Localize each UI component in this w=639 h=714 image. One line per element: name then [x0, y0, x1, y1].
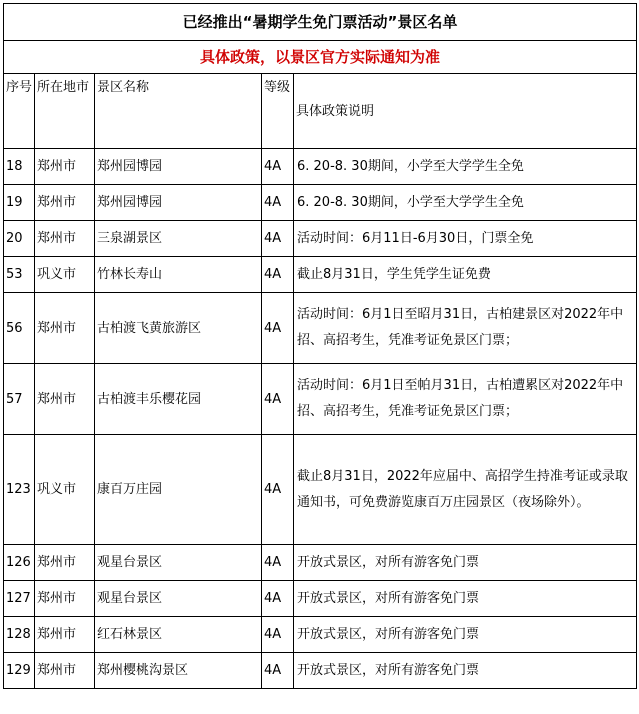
cell-grade: 4A: [262, 545, 294, 581]
cell-grade: 4A: [262, 364, 294, 435]
cell-name: 古柏渡飞黄旅游区: [95, 293, 262, 364]
cell-no: 18: [4, 149, 35, 185]
cell-grade: 4A: [262, 653, 294, 689]
table-row: [4, 221, 637, 257]
cell-name: 三泉湖景区: [95, 221, 262, 257]
table-row: [4, 653, 637, 689]
cell-no: 57: [4, 364, 35, 435]
cell-city: 巩义市: [35, 257, 95, 293]
table-row: [4, 257, 637, 293]
table-row: [4, 545, 637, 581]
cell-city: 郑州市: [35, 364, 95, 435]
cell-grade: 4A: [262, 435, 294, 545]
table-row: [4, 185, 637, 221]
cell-city: 郑州市: [35, 221, 95, 257]
cell-city: 巩义市: [35, 435, 95, 545]
table-row: [4, 149, 637, 185]
cell-no: 53: [4, 257, 35, 293]
cell-policy: 6. 20-8. 30期间，小学至大学学生全免: [294, 149, 637, 185]
cell-city: 郑州市: [35, 653, 95, 689]
cell-name: 竹林长寿山: [95, 257, 262, 293]
cell-name: 郑州樱桃沟景区: [95, 653, 262, 689]
cell-policy: 截止8月31日，学生凭学生证免费: [294, 257, 637, 293]
table-subtitle: 具体政策，以景区官方实际通知为准: [4, 41, 637, 74]
cell-name: 康百万庄园: [95, 435, 262, 545]
cell-policy: 截止8月31日，2022年应届中、高招学生持准考证或录取通知书，可免费游览康百万庄园景区（夜场除外）。: [294, 435, 637, 545]
cell-name: 观星台景区: [95, 581, 262, 617]
cell-no: 19: [4, 185, 35, 221]
cell-no: 128: [4, 617, 35, 653]
cell-grade: 4A: [262, 293, 294, 364]
cell-name: 郑州园博园: [95, 185, 262, 221]
cell-city: 郑州市: [35, 545, 95, 581]
title-row: [4, 4, 637, 41]
cell-policy: 活动时间：6月11日-6月30日，门票全免: [294, 221, 637, 257]
cell-policy: 活动时间：6月1日至昭月31日，古柏建景区对2022年中招、高招考生，凭准考证免景区门票；: [294, 293, 637, 364]
header-no: 序号: [4, 74, 35, 149]
cell-policy: 开放式景区，对所有游客免门票: [294, 581, 637, 617]
cell-grade: 4A: [262, 617, 294, 653]
subtitle-row: [4, 41, 637, 74]
cell-grade: 4A: [262, 185, 294, 221]
cell-policy: 开放式景区，对所有游客免门票: [294, 653, 637, 689]
header-grade: 等级: [262, 74, 294, 149]
cell-policy: 6. 20-8. 30期间，小学至大学学生全免: [294, 185, 637, 221]
cell-name: 红石林景区: [95, 617, 262, 653]
cell-city: 郑州市: [35, 293, 95, 364]
header-name: 景区名称: [95, 74, 262, 149]
cell-grade: 4A: [262, 257, 294, 293]
header-row: [4, 74, 637, 149]
cell-policy: 开放式景区，对所有游客免门票: [294, 545, 637, 581]
cell-no: 129: [4, 653, 35, 689]
table-row: [4, 435, 637, 545]
table-title: 已经推出“暑期学生免门票活动”景区名单: [4, 4, 637, 41]
header-policy: 具体政策说明: [294, 74, 637, 149]
cell-name: 观星台景区: [95, 545, 262, 581]
table-row: [4, 581, 637, 617]
cell-city: 郑州市: [35, 149, 95, 185]
header-city: 所在地市: [35, 74, 95, 149]
cell-name: 郑州园博园: [95, 149, 262, 185]
cell-no: 123: [4, 435, 35, 545]
cell-no: 56: [4, 293, 35, 364]
cell-policy: 开放式景区，对所有游客免门票: [294, 617, 637, 653]
cell-no: 127: [4, 581, 35, 617]
cell-name: 古柏渡丰乐樱花园: [95, 364, 262, 435]
table-row: [4, 617, 637, 653]
cell-grade: 4A: [262, 581, 294, 617]
cell-grade: 4A: [262, 149, 294, 185]
cell-no: 20: [4, 221, 35, 257]
cell-city: 郑州市: [35, 617, 95, 653]
table-row: [4, 364, 637, 435]
cell-grade: 4A: [262, 221, 294, 257]
cell-policy: 活动时间：6月1日至帕月31日，古柏遭累区对2022年中招、高招考生，凭准考证免景区门票；: [294, 364, 637, 435]
scenic-spot-table: [3, 3, 637, 689]
cell-no: 126: [4, 545, 35, 581]
cell-city: 郑州市: [35, 581, 95, 617]
cell-city: 郑州市: [35, 185, 95, 221]
table-row: [4, 293, 637, 364]
